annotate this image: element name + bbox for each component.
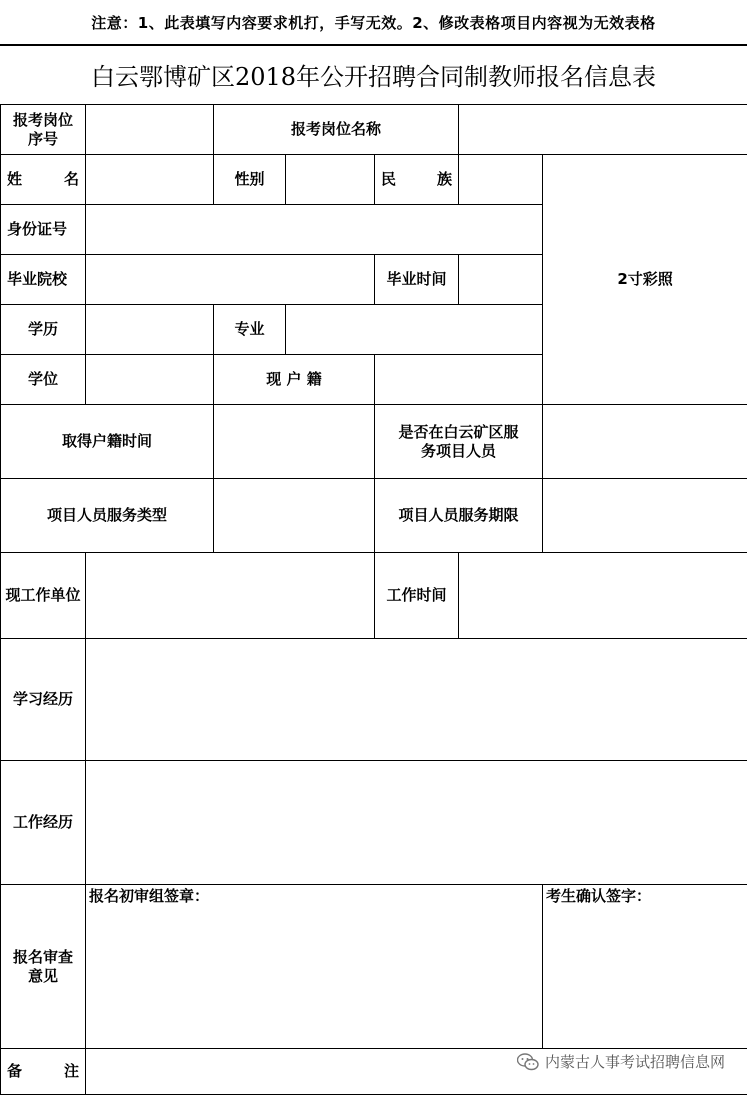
label-degree: 学位: [1, 355, 86, 405]
post-number-field[interactable]: [86, 105, 214, 155]
work-time-field[interactable]: [459, 553, 747, 639]
service-period-field[interactable]: [543, 479, 747, 553]
id-card-field[interactable]: [86, 205, 543, 255]
label-work-time: 工作时间: [375, 553, 459, 639]
label-major: 专业: [214, 305, 286, 355]
school-field[interactable]: [86, 255, 375, 305]
education-field[interactable]: [86, 305, 214, 355]
label-graduation-time: 毕业时间: [375, 255, 459, 305]
notice-line: 注意：1、此表填写内容要求机打，手写无效。2、修改表格项目内容视为无效表格: [0, 0, 747, 44]
label-service-period: 项目人员服务期限: [375, 479, 543, 553]
row-post: [1, 105, 747, 155]
label-ethnicity: 民 族: [375, 155, 459, 205]
registration-form-table: [0, 104, 747, 1095]
degree-field[interactable]: [86, 355, 214, 405]
label-hukou: 现 户 籍: [214, 355, 375, 405]
review-sign-field[interactable]: 报名初审组签章：: [86, 885, 543, 1049]
row-service-type: [1, 479, 747, 553]
employer-field[interactable]: [86, 553, 375, 639]
label-hukou-time: 取得户籍时间: [1, 405, 214, 479]
row-work-history: [1, 761, 747, 885]
service-type-field[interactable]: [214, 479, 375, 553]
form-title: 白云鄂博矿区2018年公开招聘合同制教师报名信息表: [0, 44, 747, 104]
study-history-field[interactable]: [86, 639, 747, 761]
label-served-in-project: 是否在白云矿区服 务项目人员: [375, 405, 543, 479]
photo-box[interactable]: 2寸彩照: [543, 155, 747, 405]
wechat-logo-icon: [517, 1053, 539, 1071]
label-review-opinion: 报名审查 意见: [1, 885, 86, 1049]
served-in-project-field[interactable]: [543, 405, 747, 479]
post-name-field[interactable]: [459, 105, 747, 155]
work-history-field[interactable]: [86, 761, 747, 885]
gender-field[interactable]: [286, 155, 375, 205]
hukou-field[interactable]: [375, 355, 543, 405]
row-review: [1, 885, 747, 1049]
major-field[interactable]: [286, 305, 543, 355]
label-id-card: 身份证号: [1, 205, 86, 255]
row-study-history: [1, 639, 747, 761]
label-remark: 备 注: [1, 1049, 86, 1095]
label-service-type: 项目人员服务类型: [1, 479, 214, 553]
row-name: [1, 155, 747, 205]
row-employer: [1, 553, 747, 639]
label-gender: 性别: [214, 155, 286, 205]
label-education: 学历: [1, 305, 86, 355]
graduation-time-field[interactable]: [459, 255, 543, 305]
hukou-time-field[interactable]: [214, 405, 375, 479]
name-field[interactable]: [86, 155, 214, 205]
watermark: [517, 1051, 725, 1072]
ethnicity-field[interactable]: [459, 155, 543, 205]
label-study-history: 学习经历: [1, 639, 86, 761]
row-hukou-time: [1, 405, 747, 479]
label-post-number: 报考岗位 序号: [1, 105, 86, 155]
watermark-text: 内蒙古人事考试招聘信息网: [545, 1051, 725, 1072]
label-name: 姓 名: [1, 155, 86, 205]
label-post-name: 报考岗位名称: [214, 105, 459, 155]
label-work-history: 工作经历: [1, 761, 86, 885]
label-employer: 现工作单位: [1, 553, 86, 639]
label-school: 毕业院校: [1, 255, 86, 305]
candidate-sign-field[interactable]: 考生确认签字：: [543, 885, 747, 1049]
